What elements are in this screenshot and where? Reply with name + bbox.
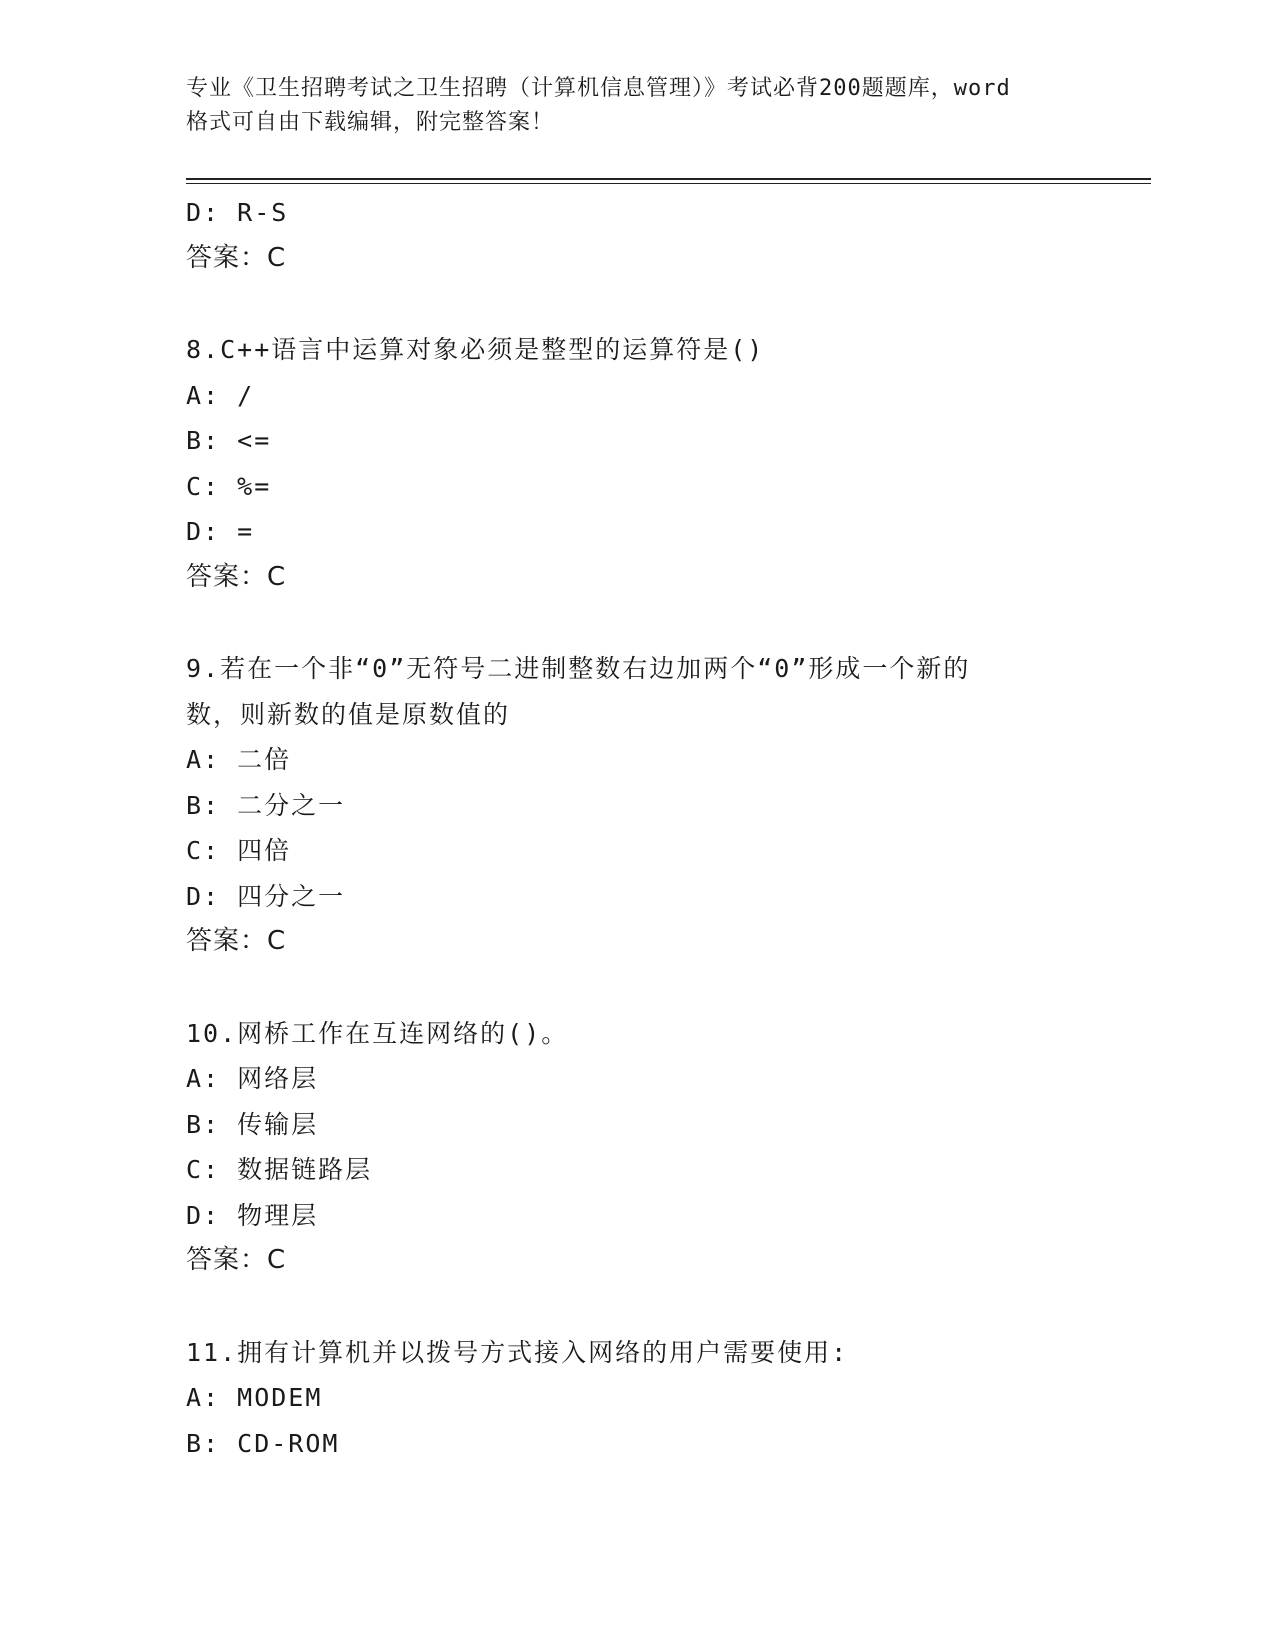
option-d: D: 物理层 <box>186 1200 319 1230</box>
question-stem-continued: 数，则新数的值是原数值的 <box>186 699 511 729</box>
option-a: A: 网络层 <box>186 1064 319 1093</box>
option-d: D: = <box>186 517 255 546</box>
spacer <box>186 281 1146 327</box>
spacer <box>186 965 1146 1011</box>
question-stem: 9.若在一个非“0”无符号二进制整数右边加两个“0”形成一个新的 <box>186 654 971 683</box>
question-8 <box>186 327 1146 600</box>
answer-line: 答案：C <box>186 926 287 956</box>
option-c: C: %= <box>186 471 272 501</box>
header-divider-thin <box>186 183 1151 184</box>
option-a: A: 二倍 <box>186 745 292 774</box>
question-stem: 8.C++语言中运算对象必须是整型的运算符是() <box>186 335 765 364</box>
question-list <box>186 190 1146 1466</box>
answer-line: 答案：C <box>186 1245 287 1275</box>
spacer <box>186 600 1146 646</box>
option-b: B: CD-ROM <box>186 1428 340 1458</box>
header-divider-thick <box>186 178 1151 180</box>
document-header <box>186 72 1086 140</box>
question-9 <box>186 646 1146 965</box>
option-a: A: / <box>186 380 255 410</box>
option-b: B: 二分之一 <box>186 790 346 820</box>
header-line-2: 格式可自由下载编辑，附完整答案！ <box>186 110 555 135</box>
option-d: D: 四分之一 <box>186 881 346 911</box>
option-d: D: R-S <box>186 198 289 227</box>
option-c: C: 四倍 <box>186 836 292 865</box>
header-line-1: 专业《卫生招聘考试之卫生招聘（计算机信息管理）》考试必背200题题库，word <box>186 76 1011 101</box>
spacer <box>186 1284 1146 1330</box>
previous-question-tail <box>186 190 1146 281</box>
option-b: B: 传输层 <box>186 1109 319 1139</box>
option-c: C: 数据链路层 <box>186 1155 373 1184</box>
option-b: B: <= <box>186 426 272 455</box>
question-11 <box>186 1330 1146 1467</box>
answer-line: 答案：C <box>186 561 287 592</box>
question-stem: 11.拥有计算机并以拨号方式接入网络的用户需要使用: <box>186 1337 849 1367</box>
question-stem: 10.网桥工作在互连网络的()。 <box>186 1018 569 1048</box>
question-10 <box>186 1011 1146 1284</box>
answer-line: 答案：C <box>186 242 287 273</box>
option-a: A: MODEM <box>186 1383 323 1412</box>
